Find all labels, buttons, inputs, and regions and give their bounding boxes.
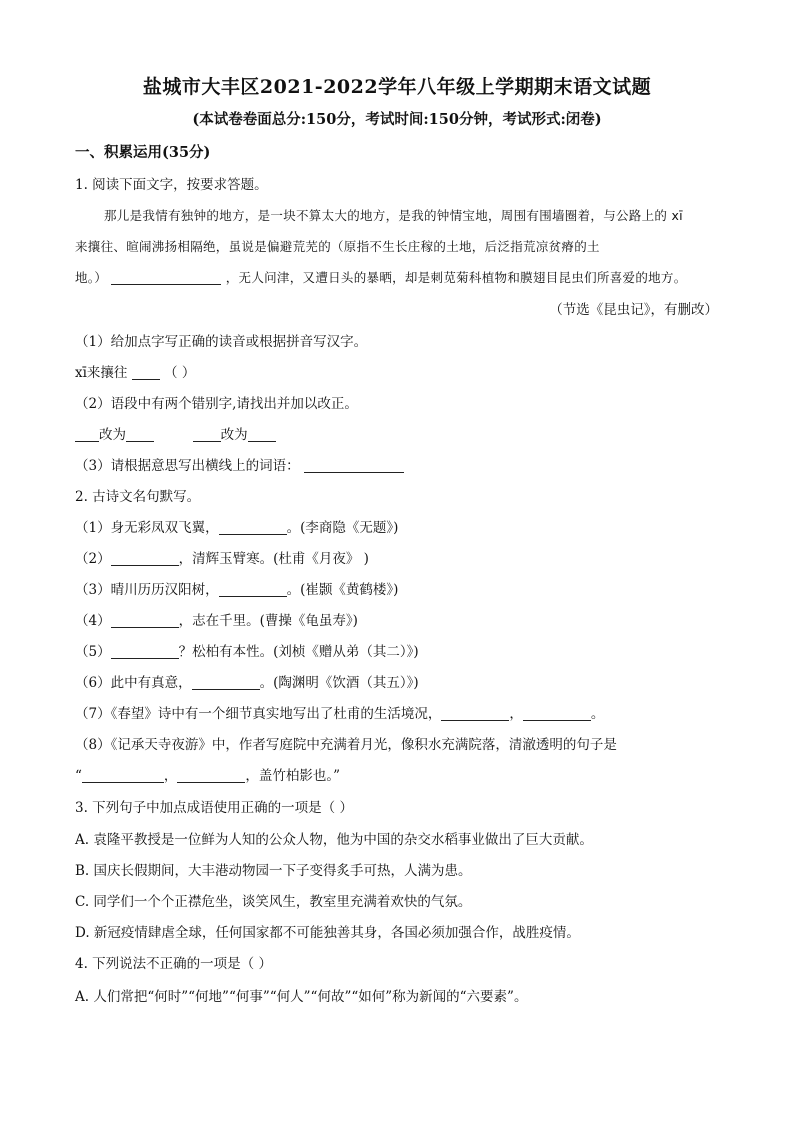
answer-blank[interactable]: [82, 769, 164, 784]
answer-blank[interactable]: [126, 428, 154, 443]
answer-blank[interactable]: [111, 552, 179, 567]
passage-line-1: [104, 206, 724, 224]
change-label: 改为: [99, 427, 126, 443]
question-4-stem: 4. 下列说法不正确的一项是（ ）: [75, 956, 272, 972]
poem-item: [75, 547, 369, 567]
answer-blank[interactable]: [248, 428, 276, 443]
passage-source: （节选《昆虫记》，有删改）: [549, 302, 718, 318]
option-d[interactable]: D. 新冠疫情肆虐全球，任何国家都不可能独善其身，各国必须加强合作，战胜疫情。: [75, 925, 580, 941]
question-1-sub-3: [75, 454, 404, 474]
poem-item-8: （8）《记承天寺夜游》中，作者写庭院中充满着月光，像积水充满院落，清澈透明的句子是: [75, 737, 617, 753]
answer-blank[interactable]: [192, 676, 260, 691]
poem-text: ，盖竹柏影也。”: [245, 768, 341, 784]
question-1-sub-2: （2）语段中有两个错别字,请找出并加以改正。: [75, 396, 358, 412]
poem-item-7: [75, 702, 604, 722]
answer-blank[interactable]: [523, 707, 591, 722]
option-b[interactable]: B. 国庆长假期间，大丰港动物园一下子变得炙手可热，人满为患。: [75, 863, 472, 879]
answer-paren: （ ）: [164, 365, 196, 381]
punctuation: ，: [163, 768, 178, 784]
answer-blank[interactable]: [193, 428, 221, 443]
page-title: 盐城市大丰区2021-2022学年八年级上学期期末语文试题: [142, 76, 652, 98]
option-a[interactable]: A. 袁隆平教授是一位鲜为人知的公众人物，他为中国的杂交水稻事业做出了巨大贡献。: [75, 832, 593, 848]
answer-blank[interactable]: [219, 521, 287, 536]
poem-item: [75, 671, 419, 691]
poem-text: （6）此中有真意，: [75, 675, 192, 691]
punctuation: 。: [590, 706, 605, 722]
answer-prompt: xī来攘往: [75, 365, 128, 381]
passage-line-2: 来攘往、暄闹沸扬相隔绝，虽说是偏避荒芜的（原指不生长庄稼的土地，后泛指荒凉贫瘠的土: [75, 239, 600, 254]
poem-item: [75, 640, 419, 660]
poem-item: [75, 516, 398, 536]
question-2-stem: 2. 古诗文名句默写。: [75, 489, 201, 505]
poem-source: ，志在千里。(曹操《龟虽寿》): [178, 613, 358, 629]
pinyin-xi: xī: [671, 208, 683, 223]
question-3-stem: 3. 下列句子中加点成语使用正确的一项是（ ）: [75, 800, 353, 816]
question-text: （3）请根据意思写出横线上的词语：: [75, 458, 300, 474]
answer-blank[interactable]: [111, 272, 221, 286]
poem-item: [75, 609, 358, 629]
question-1-sub-1-answer: [75, 361, 195, 381]
question-1-sub-1: （1）给加点字写正确的读音或根据拼音写汉字。: [75, 334, 368, 350]
change-label: 改为: [220, 427, 248, 443]
question-1-sub-2-answer: [75, 423, 276, 443]
poem-text: （5）: [75, 644, 111, 660]
passage-line-3: [75, 268, 725, 286]
poem-text: （3）晴川历历汉阳树，: [75, 582, 219, 598]
poem-source: 。(李商隐《无题》): [286, 520, 399, 536]
answer-blank[interactable]: [111, 645, 179, 660]
poem-source: ？松柏有本性。(刘桢《赠从弟（其二）》): [178, 644, 419, 660]
poem-item-8-answer: [75, 764, 340, 784]
answer-blank[interactable]: [177, 769, 245, 784]
passage-text: 地。）: [75, 270, 108, 285]
answer-blank[interactable]: [219, 583, 287, 598]
answer-blank[interactable]: [441, 707, 509, 722]
poem-source: 。(崔颢《黄鹤楼》): [286, 582, 399, 598]
poem-source: 。(陶渊明《饮酒（其五）》): [259, 675, 419, 691]
section-heading: 一、积累运用(35分): [75, 144, 211, 161]
answer-blank[interactable]: [132, 366, 160, 381]
poem-text: （2）: [75, 551, 111, 567]
option-a[interactable]: A. 人们常把“何时”“何地”“何事”“何人”“何故”“如何”称为新闻的“六要素”。: [75, 989, 528, 1005]
punctuation: ，: [509, 706, 523, 722]
passage-text: 那儿是我情有独钟的地方，是一块不算太大的地方，是我的钟情宝地，周围有围墙圈着，与公路上的: [104, 208, 668, 223]
poem-source: ，清辉玉臂寒。(杜甫《月夜》 ): [178, 551, 369, 567]
answer-blank[interactable]: [75, 428, 99, 443]
poem-item: [75, 578, 398, 598]
poem-text: （1）身无彩凤双飞翼，: [75, 520, 219, 536]
passage-text: ，无人问津，又遭日头的暴晒，却是刺苋菊科植物和膜翅目昆虫们所喜爱的地方。: [225, 270, 687, 285]
poem-text: （7）《春望》诗中有一个细节真实地写出了杜甫的生活境况，: [75, 706, 442, 722]
poem-text: （4）: [75, 613, 111, 629]
exam-info: (本试卷卷面总分:150分，考试时间:150分钟，考试形式:闭卷): [192, 111, 602, 128]
answer-blank[interactable]: [111, 614, 179, 629]
punctuation: “: [75, 768, 82, 784]
option-c[interactable]: C. 同学们一个个正襟危坐，谈笑风生，教室里充满着欢快的气氛。: [75, 894, 472, 910]
question-1-stem: 1. 阅读下面文字，按要求答题。: [75, 177, 268, 193]
answer-blank[interactable]: [304, 459, 404, 474]
